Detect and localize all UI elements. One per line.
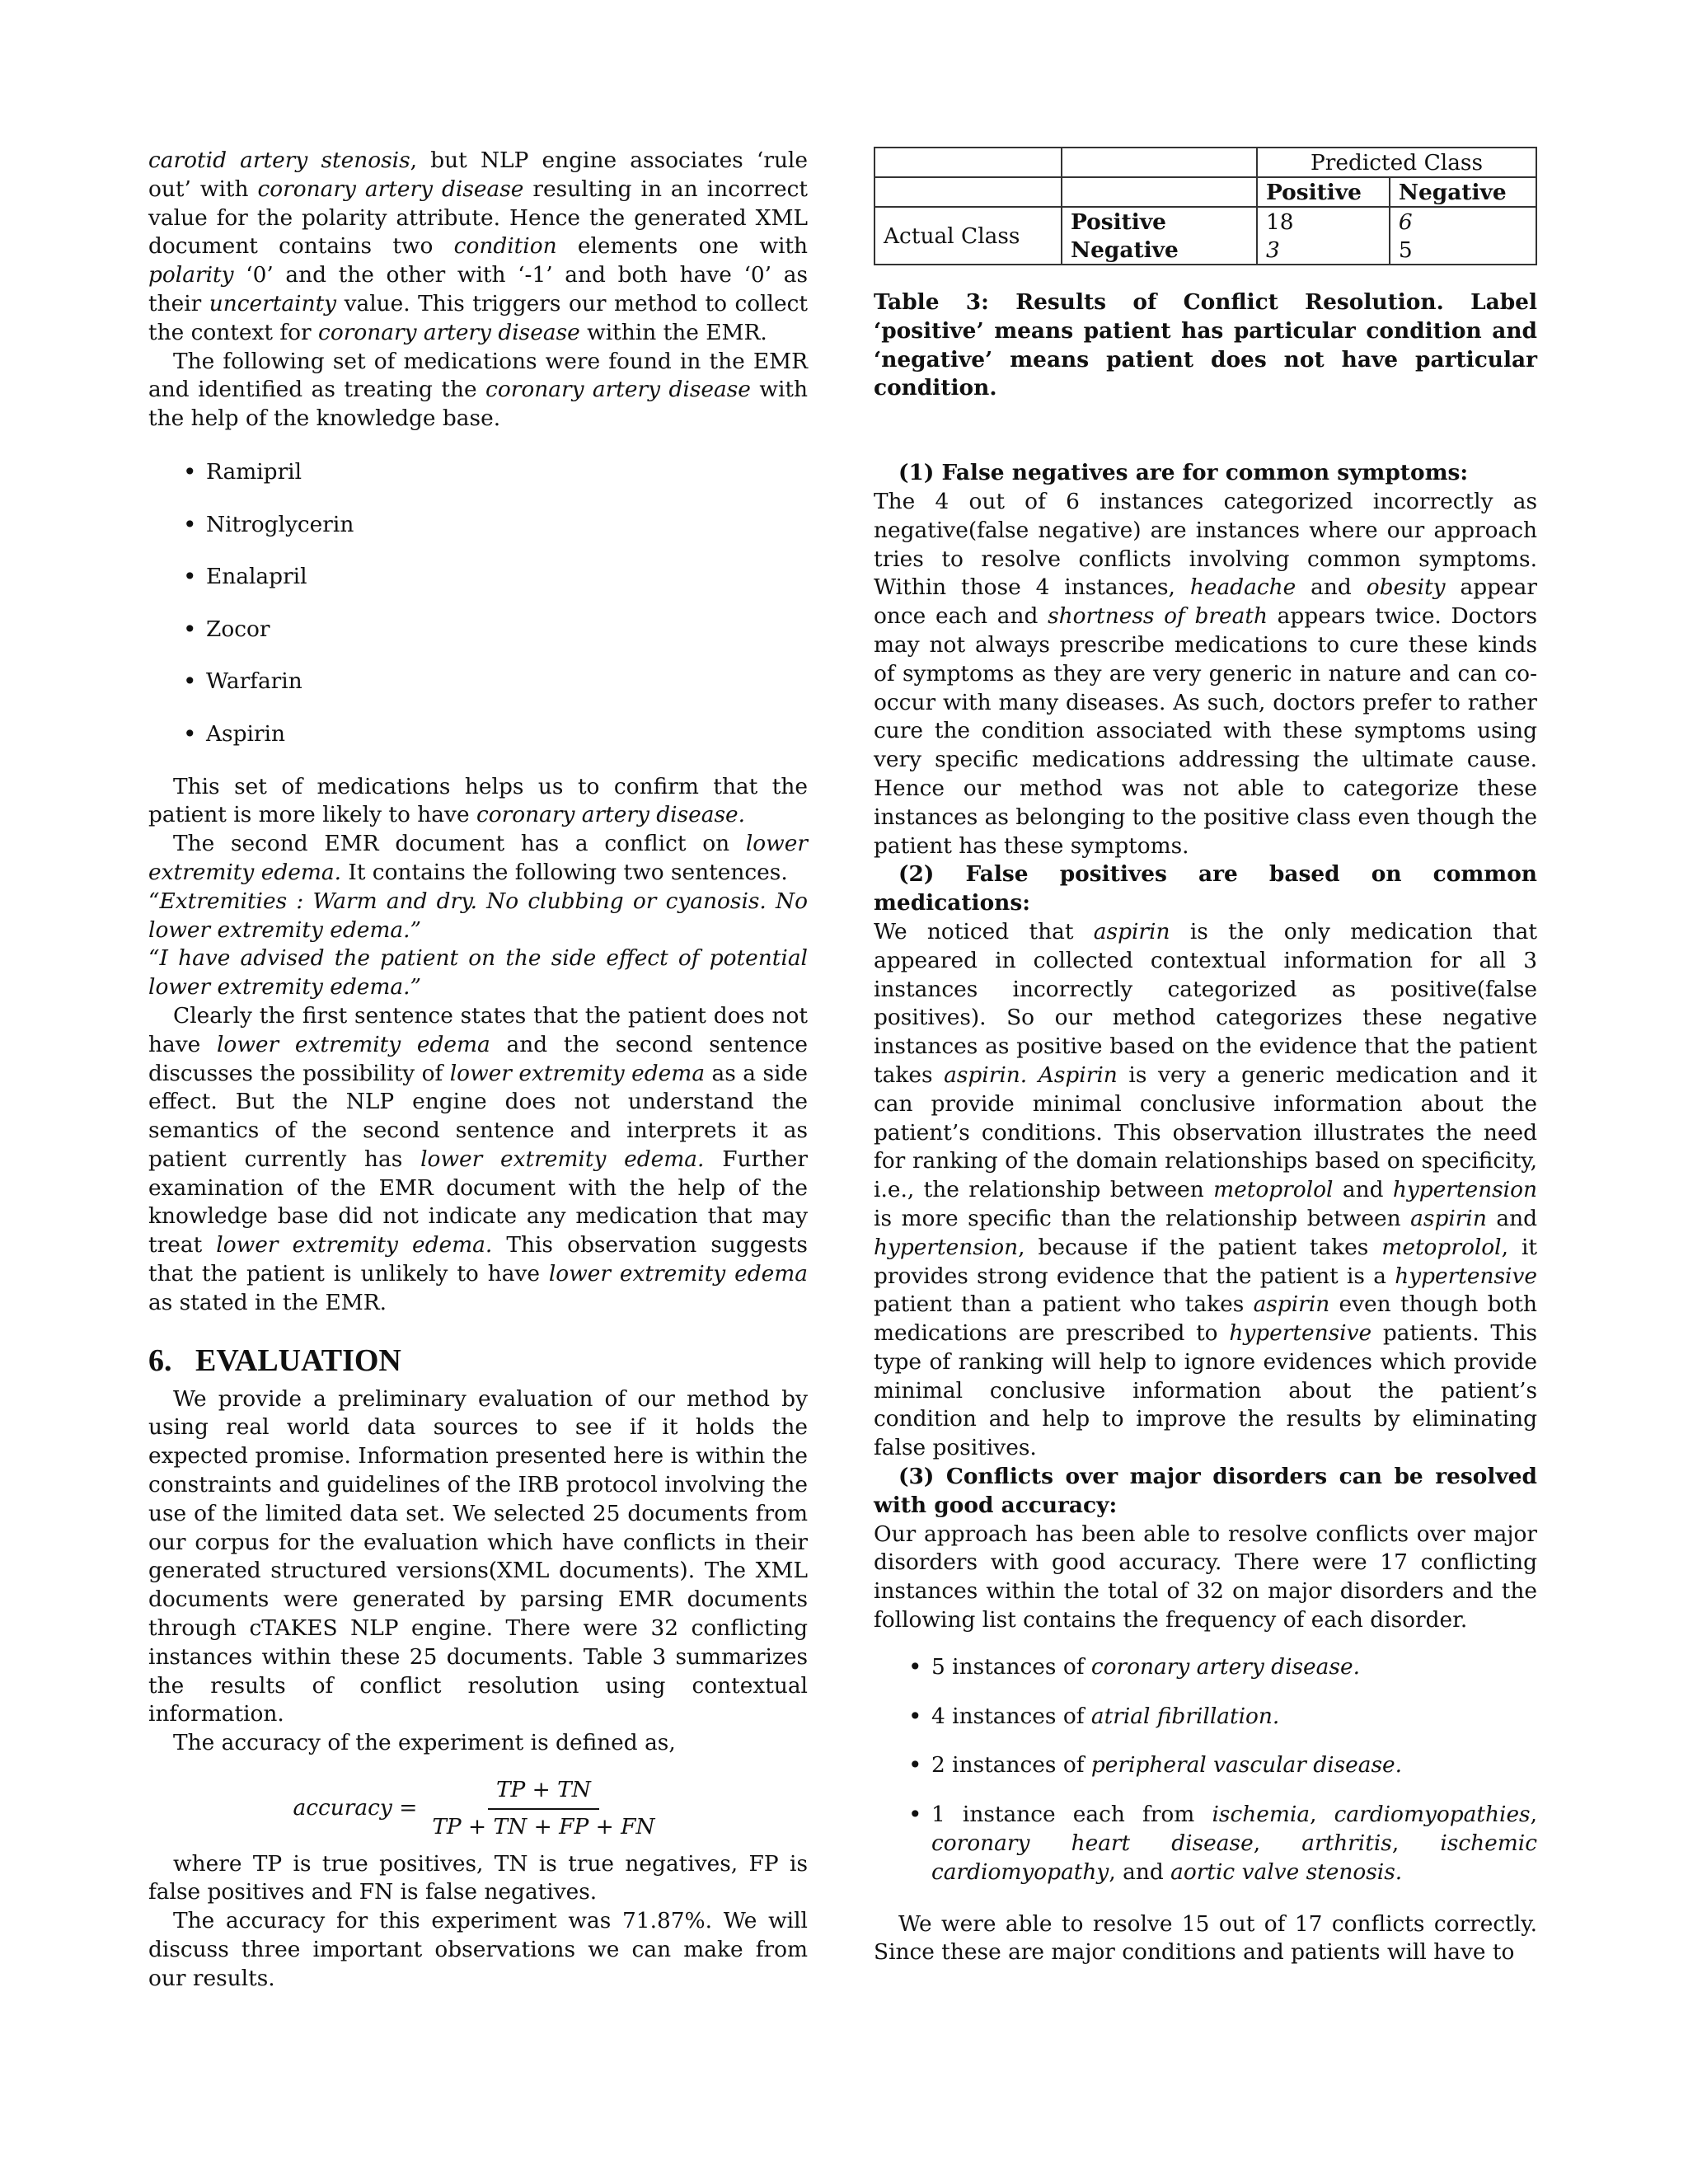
formula-numerator: TP + TN [488,1776,599,1810]
observation-3-body: Our approach has been able to resolve conflicts over major disorders with good accuracy. There were 17 conflicting instances within the total of 32 on major disorders and the following list contains the frequency of each disorder. [874,1521,1537,1633]
cell-true-negative: 5 [1390,236,1536,265]
paragraph-rule-out: carotid artery stenosis, but NLP engine associates ‘rule out’ with coronary artery disease resulting in an incorrect value for the polarity attribute. Hence the generated XML document contains two condition elements one with polarity ‘0’ and the other with ‘-1’ and both have ‘0’ as their uncertainty value. This triggers our method to collect the context for coronary artery disease within the EMR. [148,148,808,345]
formula-fraction [424,1776,663,1842]
list-item: • Ramipril [148,458,808,487]
observation-2-heading: (2) False positives are based on common medications: [874,861,1537,916]
paragraph-accuracy-def: The accuracy of the experiment is defined as, [173,1730,676,1756]
paragraph-medications-intro: The following set of medications were found in the EMR and identified as treating the coronary artery disease with the help of the knowledge base. [148,348,808,432]
list-item: • Warfarin [148,668,808,696]
table-cell [1062,148,1257,177]
paragraph-evaluation: We provide a preliminary evaluation of our method by using real world data sources to see if it holds the expected promise. Information presented here is within the constraints and guidelines of the IRB protocol involving the use of the limited data set. We selected 25 documents from our corpus for the evaluation which have conflicts in their generated structured versions(XML documents). The XML documents were generated by parsing EMR documents through cTAKES NLP engine. There were 32 conflicting instances within these 25 documents. Table 3 summarizes the results of conflict resolution using contextual information. [148,1385,808,1727]
row-header-negative: Negative [1062,236,1257,265]
list-item: • Nitroglycerin [148,511,808,540]
list-item: • Zocor [148,616,808,644]
table-cell [1062,177,1257,207]
paragraph-second-emr: The second EMR document has a conflict on lower extremity edema. It contains the following two sentences. [148,831,808,885]
paragraph-edema-analysis: Clearly the first sentence states that the patient does not have lower extremity edema and the second sentence discusses the possibility of lower extremity edema as a side effect. But the NLP engine does not understand the semantics of the second sentence and interprets it as patient currently has lower extremity edema. Further examination of the EMR document with the help of the knowledge base did not indicate any medication that may treat lower extremity edema. This observation suggests that the patient is unlikely to have lower extremity edema as stated in the EMR. [148,1002,809,1315]
predicted-class-header: Predicted Class [1257,148,1536,177]
table-caption: Table 3: Results of Conflict Resolution. Label ‘positive’ means patient has particular condition and ‘negative’ means patient does not have particular condition. [874,289,1537,401]
list-item: • Enalapril [148,563,808,592]
column-header-negative: Negative [1390,177,1536,207]
spacer [874,403,1537,459]
medication-list [148,458,808,749]
table-cell [874,177,1062,207]
row-header-positive: Positive [1062,207,1257,236]
observation-2-body: We noticed that aspirin is the only medication that appeared in collected contextual information for all 3 instances incorrectly categorized as positive(false positives). So our method categorizes these negative instances as positive based on the evidence that the patient takes aspirin. Aspirin is very a generic medication and it can provide minimal conclusive information about the patient’s conditions. This observation illustrates the need for ranking of the domain relationships based on specificity, i.e., the relationship between metoprolol and hypertension is more specific than the relationship between aspirin and hypertension, because if the patient takes metoprolol, it provides strong evidence that the patient is a hypertensive patient than a patient who takes aspirin even though both medications are prescribed to hypertensive patients. This type of ranking will help to ignore evidences which provide minimal conclusive information about the patient’s condition and help to improve the results by eliminating false positives. [874,918,1538,1461]
right-column [874,147,1537,1967]
list-item: • 5 instances of coronary artery disease. [874,1653,1537,1682]
accuracy-formula [148,1776,808,1842]
list-item: • 1 instance each from ischemia, cardiomyopathies, coronary heart disease, arthritis, ischemic cardiomyopathy, and aortic valve stenosis. [874,1801,1537,1886]
table-row [874,177,1536,207]
table-row [874,207,1536,236]
cell-false-negative: 6 [1390,207,1536,236]
list-item: • Aspirin [148,720,808,749]
results-table [874,147,1537,265]
left-column [148,147,808,1994]
list-item: • 4 instances of atrial fibrillation. [874,1703,1537,1732]
disorder-list [874,1653,1537,1887]
paragraph-confirm: This set of medications helps us to confirm that the patient is more likely to have coronary artery disease. [148,773,808,828]
cell-true-positive: 18 [1257,207,1390,236]
observation-1-body: The 4 out of 6 instances categorized incorrectly as negative(false negative) are instances where our approach tries to resolve conflicts involving common symptoms. Within those 4 instances, headache and obesity appear once each and shortness of breath appears twice. Doctors may not always prescribe medications to cure these kinds of symptoms as they are very generic in nature and can co-occur with many diseases. As such, doctors prefer to rather cure the condition associated with these symptoms using very specific medications addressing the ultimate cause. Hence our method was not able to categorize these instances as belonging to the positive class even though the patient has these symptoms. [874,488,1537,859]
quote-sentence-1: “Extremities : Warm and dry. No clubbing or cyanosis. No lower extremity edema.” [148,888,808,943]
formula-lhs: accuracy = [293,1795,418,1821]
actual-class-header: Actual Class [874,207,1062,265]
section-heading: 6. EVALUATION [148,1343,401,1378]
table-row [874,148,1536,177]
observation-1-heading: (1) False negatives are for common symptoms: [898,460,1469,486]
paragraph-definitions: where TP is true positives, TN is true negatives, FP is false positives and FN is false negatives. [148,1850,808,1905]
cell-false-positive: 3 [1257,236,1390,265]
paragraph-resolved: We were able to resolve 15 out of 17 conflicts correctly. Since these are major conditions and patients will have to [874,1910,1537,1966]
list-item: • 2 instances of peripheral vascular disease. [874,1751,1537,1780]
column-header-positive: Positive [1257,177,1390,207]
paragraph-accuracy-result: The accuracy for this experiment was 71.87%. We will discuss three important observations we can make from our results. [148,1908,808,1991]
formula-denominator: TP + TN + FP + FN [432,1813,655,1840]
table-cell [874,148,1062,177]
quote-sentence-2: “I have advised the patient on the side effect of potential lower extremity edema.” [148,945,808,1001]
observation-3-heading: (3) Conflicts over major disorders can be resolved with good accuracy: [874,1464,1537,1518]
